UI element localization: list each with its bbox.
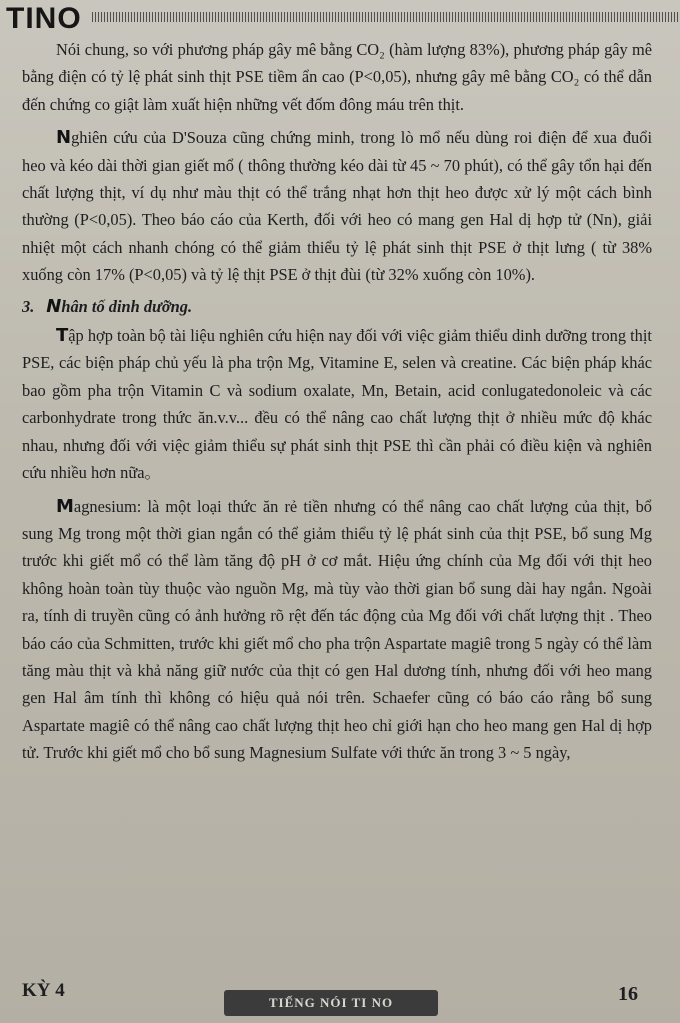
paragraph-co2-stunning: Nói chung, so với phương pháp gây mê bằng CO₂ (hàm lượng 83%), phương pháp gây mê bằng điện có tỷ lệ phát sinh thịt PSE tiềm ẩn cao (P<0,05), nhưng gây mê bằng CO₂ có thể dẫn đến chứng co giật làm xuất hiện những vết đốm đông máu trên thịt. [22, 40, 652, 114]
dropcap-m: M [56, 495, 74, 517]
footer-banner: TIẾNG NÓI TI NO [224, 990, 438, 1016]
dropcap-t: T [56, 325, 69, 347]
page-number: 16 [618, 983, 638, 1005]
section-dropcap: N [46, 295, 62, 317]
article-body [22, 36, 652, 767]
paragraph-dsouza-text: ghiên cứu của D'Souza cũng chứng minh, trong lò mổ nếu dùng roi điện để xua đuổi heo và kéo dài thời gian giết mổ ( thông thường kéo dài từ 45 ~ 70 phút), có thể gây tổn hại đến chất lượng thịt, ví dụ như màu thịt có thể trắng nhạt hơn thịt heo được xử lý một cách bình thường (P<0,05). Theo báo cáo của Kerth, đối với heo có mang gen Hal dị hợp tử (Nn), giải nhiệt một cách nhanh chóng có thể giảm thiểu tỷ lệ phát sinh thịt PSE ở thịt lưng ( từ 38% xuống còn 17% (P<0,05) và tỷ lệ thịt PSE ở thịt đùi (từ 32% xuống còn 10%). [22, 128, 652, 285]
masthead [0, 0, 680, 40]
masthead-hatch-rule [92, 12, 680, 22]
publication-logo: TINO [6, 2, 82, 35]
paragraph-dsouza [22, 124, 652, 288]
paragraph-magnesium-text: agnesium: là một loại thức ăn rẻ tiền nhưng có thể nâng cao chất lượng của thịt, bổ sung Mg trong một thời gian ngắn có thể giảm thiểu tỷ lệ phát sinh của thịt PSE, bổ sung Mg trước khi giết mổ có thể làm tăng độ pH ở cơ mắt. Hiệu ứng chính của Mg đối với thịt heo không hoàn toàn tùy thuộc vào nguồn Mg, mà tùy vào thời gian bổ sung dài hay ngắn. Ngoài ra, tính di truyền cũng có ảnh hưởng rõ rệt đến tác động của Mg đối với chất lượng thịt . Theo báo cáo của Schmitten, trước khi giết mổ cho pha trộn Aspartate magiê trong 5 ngày có thể làm tăng màu thịt và khả năng giữ nước của thịt có gen Hal dương tính, nhưng đối với heo mang gen Hal âm tính thì không có hiệu quả nói trên. Schaefer cũng có báo cáo rằng bổ sung Aspartate magiê có thể nâng cao chất lượng thịt heo chỉ giới hạn cho heo mang gen Hal dị hợp tử. Trước khi giết mổ cho bổ sung Magnesium Sulfate với thức ăn trong 3 ~ 5 ngày, [22, 496, 652, 763]
section-number: 3. [22, 296, 35, 316]
section-heading-nutrition [22, 293, 652, 320]
paragraph-magnesium [22, 493, 652, 767]
section-title: hân tố dinh dưỡng. [61, 296, 193, 316]
dropcap-n: N [56, 127, 72, 149]
issue-label: KỲ 4 [22, 980, 65, 1001]
paragraph-nutrition-overview [22, 322, 652, 486]
paragraph-nutrition-text: ập hợp toàn bộ tài liệu nghiên cứu hiện nay đối với việc giảm thiểu dinh dưỡng trong thịt PSE, các biện pháp chủ yếu là pha trộn Mg, Vitamine E, selen và creatine. Các biện pháp khác bao gồm pha trộn Vitamin C và sodium oxalate, Mn, Betain, acid conlugatedonoleic và các carbonhydrate trong thức ăn.v.v... đều có thể nâng cao chất lượng thịt ở nhiều mức độ khác nhau, nhưng đối với việc giảm thiểu sự phát sinh thịt PSE thì cần phải có điều kiện và nghiên cứu nhiều hơn nữa。 [22, 326, 652, 483]
